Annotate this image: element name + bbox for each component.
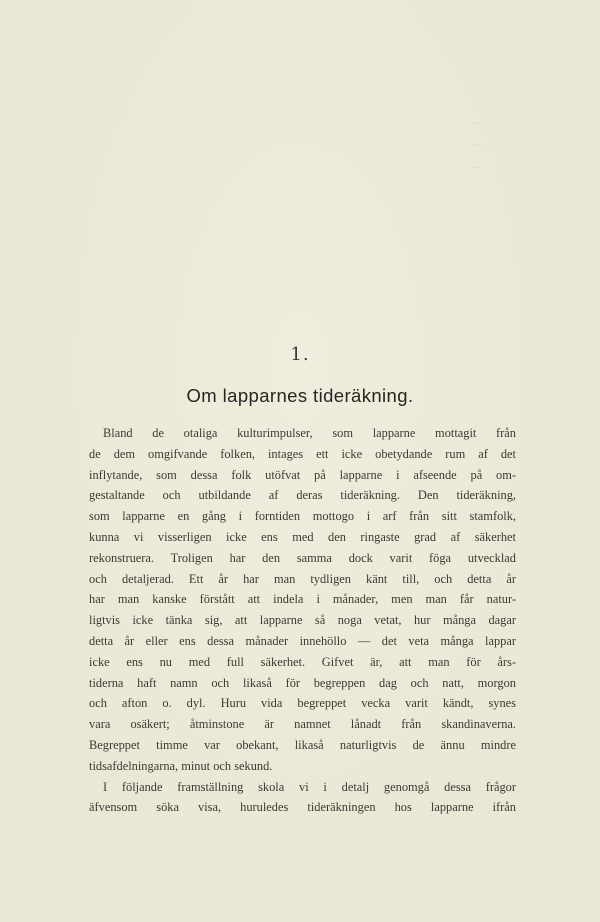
bleed-line: ... (471, 158, 482, 171)
text-line: detta år eller ens dessa månader innehöllo — det veta många lappar (89, 633, 516, 648)
chapter-number: 1. (290, 344, 310, 365)
body-text (89, 423, 516, 818)
text-line: äfvensom söka visa, huruledes tideräkningen hos lapparne ifrån (89, 800, 516, 815)
text-line: Begreppet timme var obekant, likaså naturligtvis de ännu mindre (89, 737, 516, 752)
bleed-line: ... (471, 136, 482, 149)
text-line: icke ens nu med full säkerhet. Gifvet är, att man för års- (89, 654, 516, 669)
paragraph-2 (89, 777, 516, 819)
text-line: tiderna haft namn och likaså för begreppen dag och natt, morgon (89, 675, 516, 690)
bleed-line: ... (471, 114, 482, 127)
text-line: och afton o. dyl. Huru vida begreppet vecka varit kändt, synes (89, 696, 516, 711)
text-line: kunna vi visserligen icke ens med den ringaste grad af säkerhet (89, 529, 516, 544)
text-line: I följande framställning skola vi i detalj genomgå dessa frågor (103, 779, 516, 794)
text-line: Bland de otaliga kulturimpulser, som lapparne mottagit från (103, 426, 516, 440)
bleed-through-text (242, 110, 482, 176)
text-line: och detaljerad. Ett år har man tydligen känt till, och detta år (89, 571, 516, 586)
text-line: som lapparne en gång i forntiden mottogo i arf från sitt stamfolk, (89, 509, 516, 524)
text-line: rekonstruera. Troligen har den samma dock varit föga utvecklad (89, 550, 516, 565)
text-line: gestaltande och utbildande af deras tideräkning. Den tideräkning, (89, 488, 516, 503)
text-line: de dem omgifvande folken, intages ett icke obetydande rum af det (89, 446, 516, 461)
text-line: tidsafdelningarna, minut och sekund. (89, 758, 273, 773)
text-line: har man kanske förstått att indela i månader, men man får natur- (89, 592, 516, 607)
text-line: inflytande, som dessa folk utöfvat på lapparne i afseende på om- (89, 467, 516, 482)
text-line: vara osäkert; åtminstone är namnet lånadt från skandinaverna. (89, 717, 516, 732)
chapter-title: Om lapparnes tideräkning. (186, 385, 414, 406)
text-line: ligtvis icke tänka sig, att lapparne så noga vetat, hur många dagar (89, 613, 516, 628)
paragraph-1 (89, 423, 516, 777)
